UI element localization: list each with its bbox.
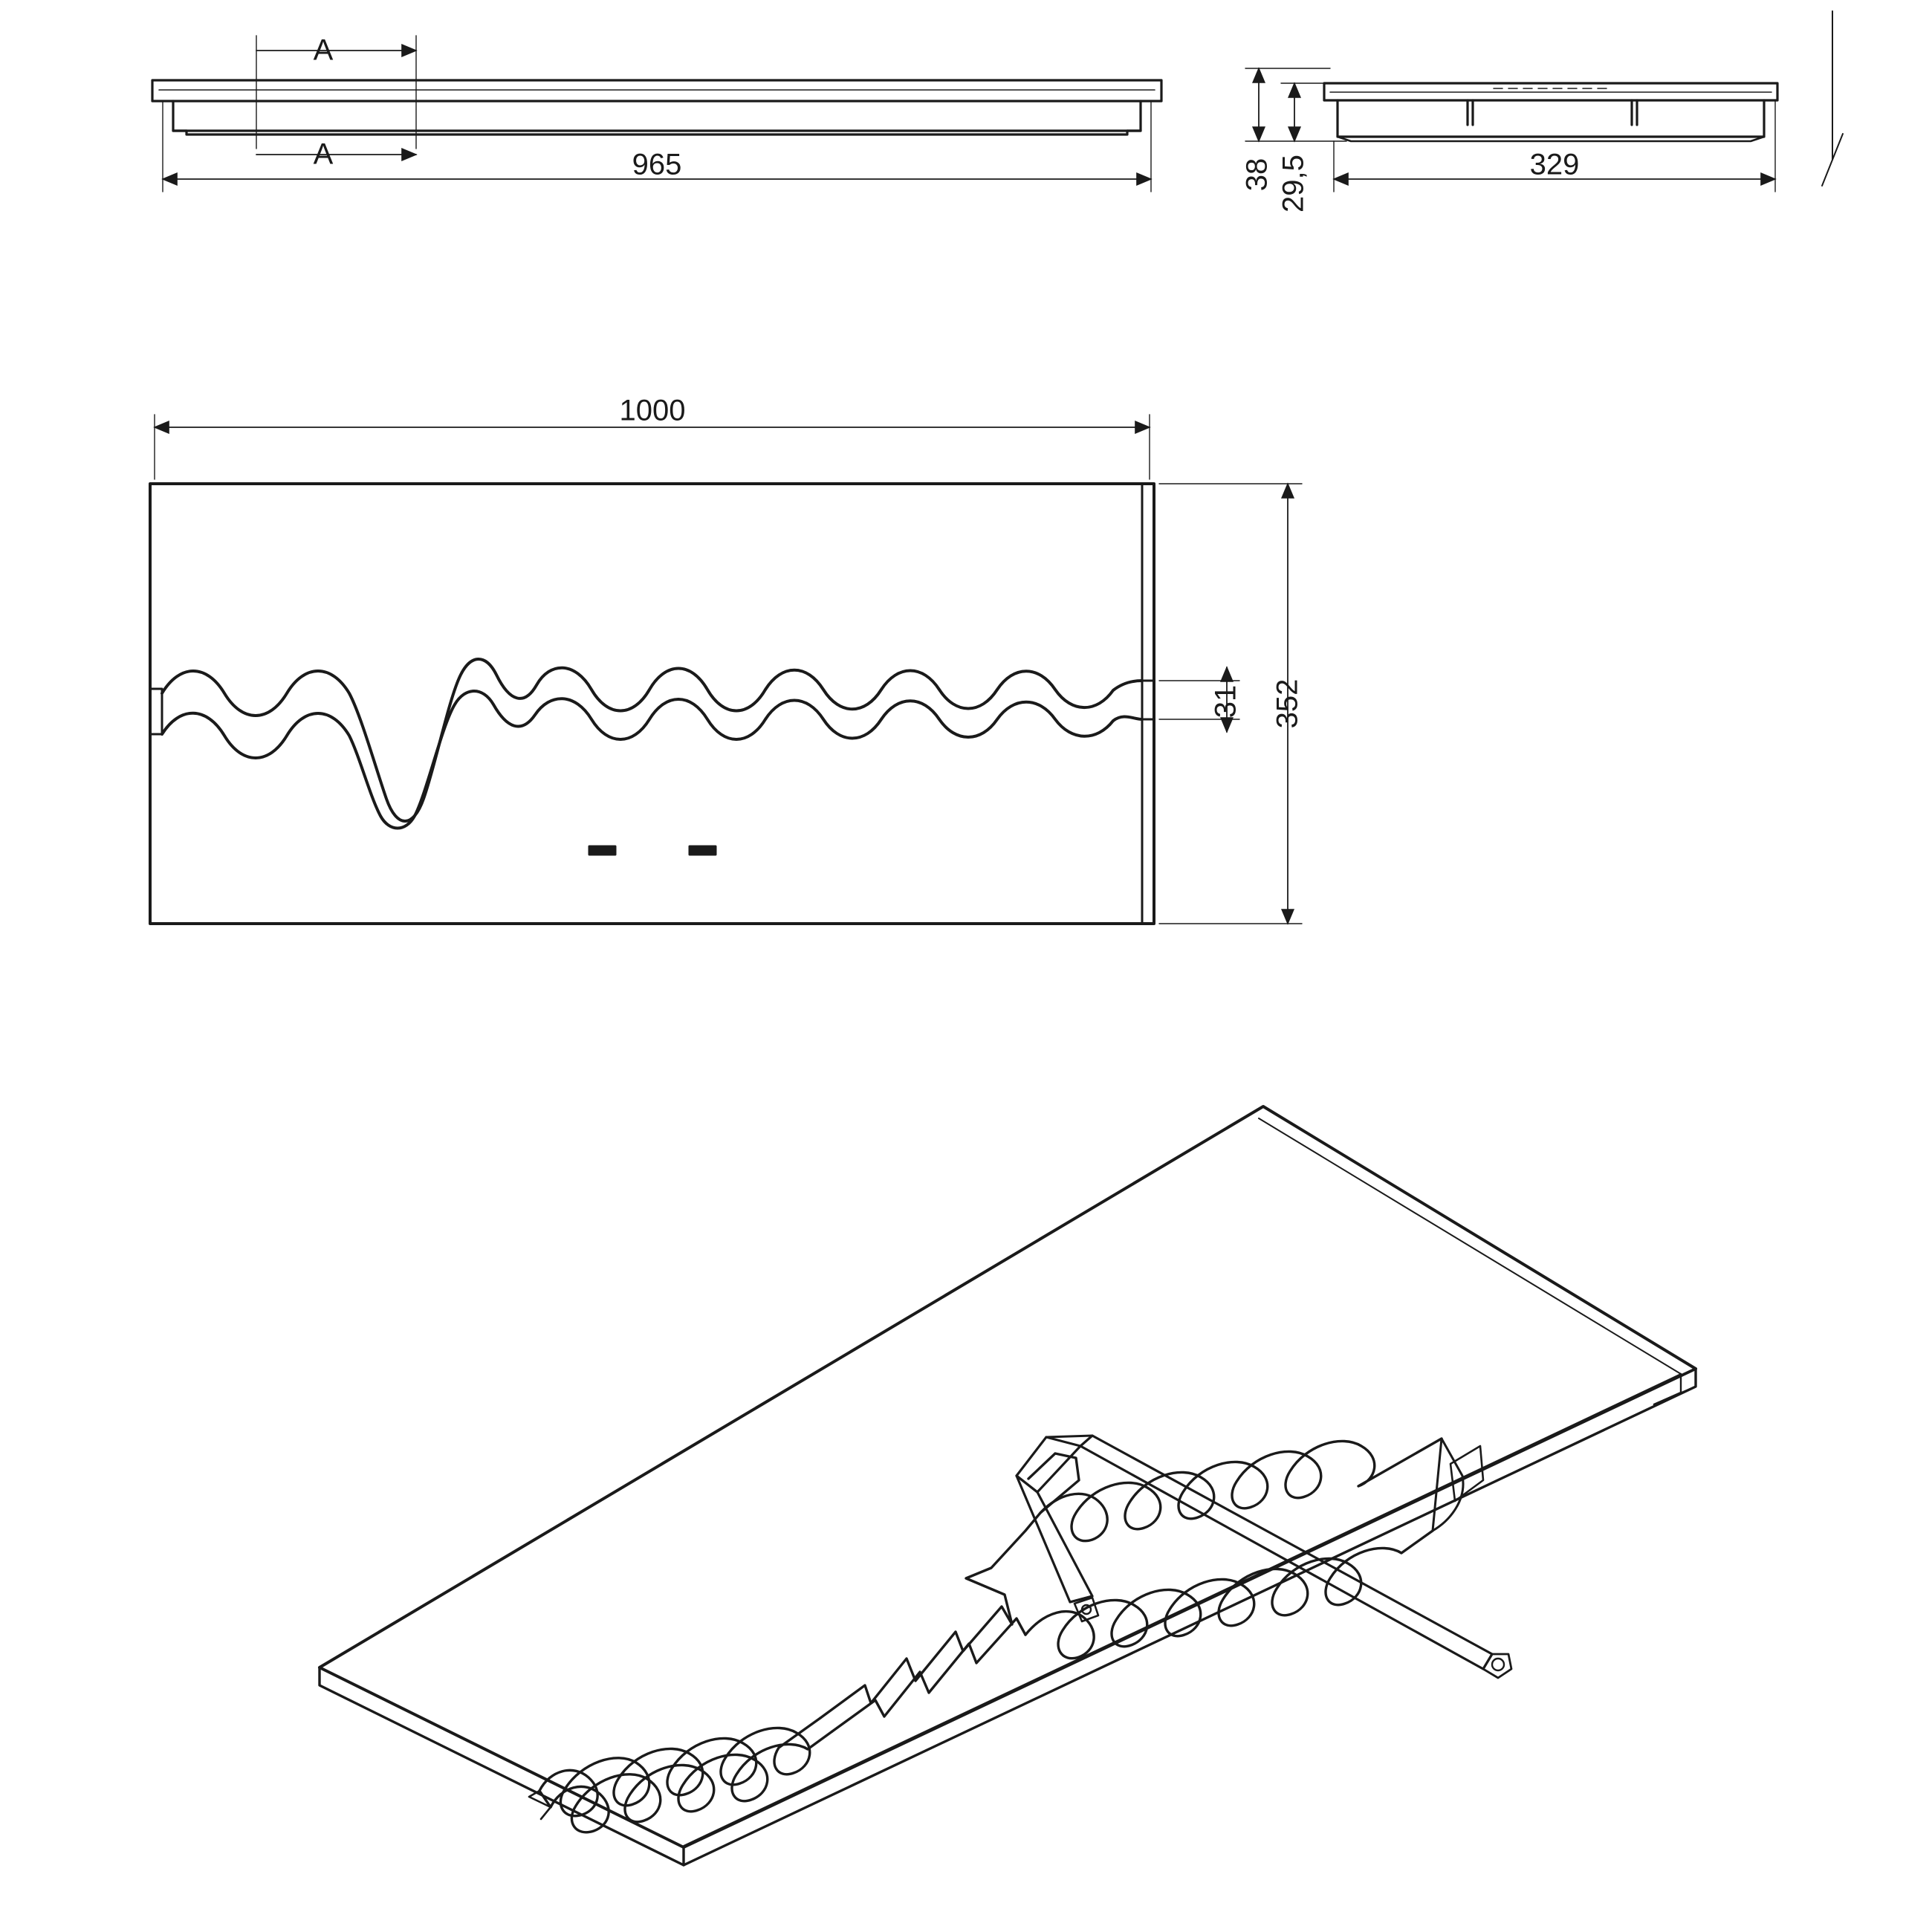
plan-view-dimension-lines	[155, 415, 1302, 924]
front-elevation-geometry	[152, 80, 1161, 134]
side-elevation-geometry	[1324, 83, 1777, 141]
isometric-view-geometry	[320, 1106, 1696, 1865]
dim-329-label: 329	[1529, 148, 1580, 181]
dim-29-5-label: 29,5	[1277, 155, 1310, 213]
dim-38-label: 38	[1240, 158, 1274, 192]
dim-a-bottom-label: A	[313, 137, 334, 171]
dim-965-label: 965	[632, 148, 682, 181]
dim-352-label: 352	[1271, 678, 1304, 729]
dim-1000-label: 1000	[619, 394, 686, 427]
plan-view-geometry	[150, 484, 1154, 924]
dimension-labels	[314, 34, 1580, 729]
dim-31-label: 31	[1209, 684, 1242, 719]
dim-a-top-label: A	[313, 33, 334, 67]
